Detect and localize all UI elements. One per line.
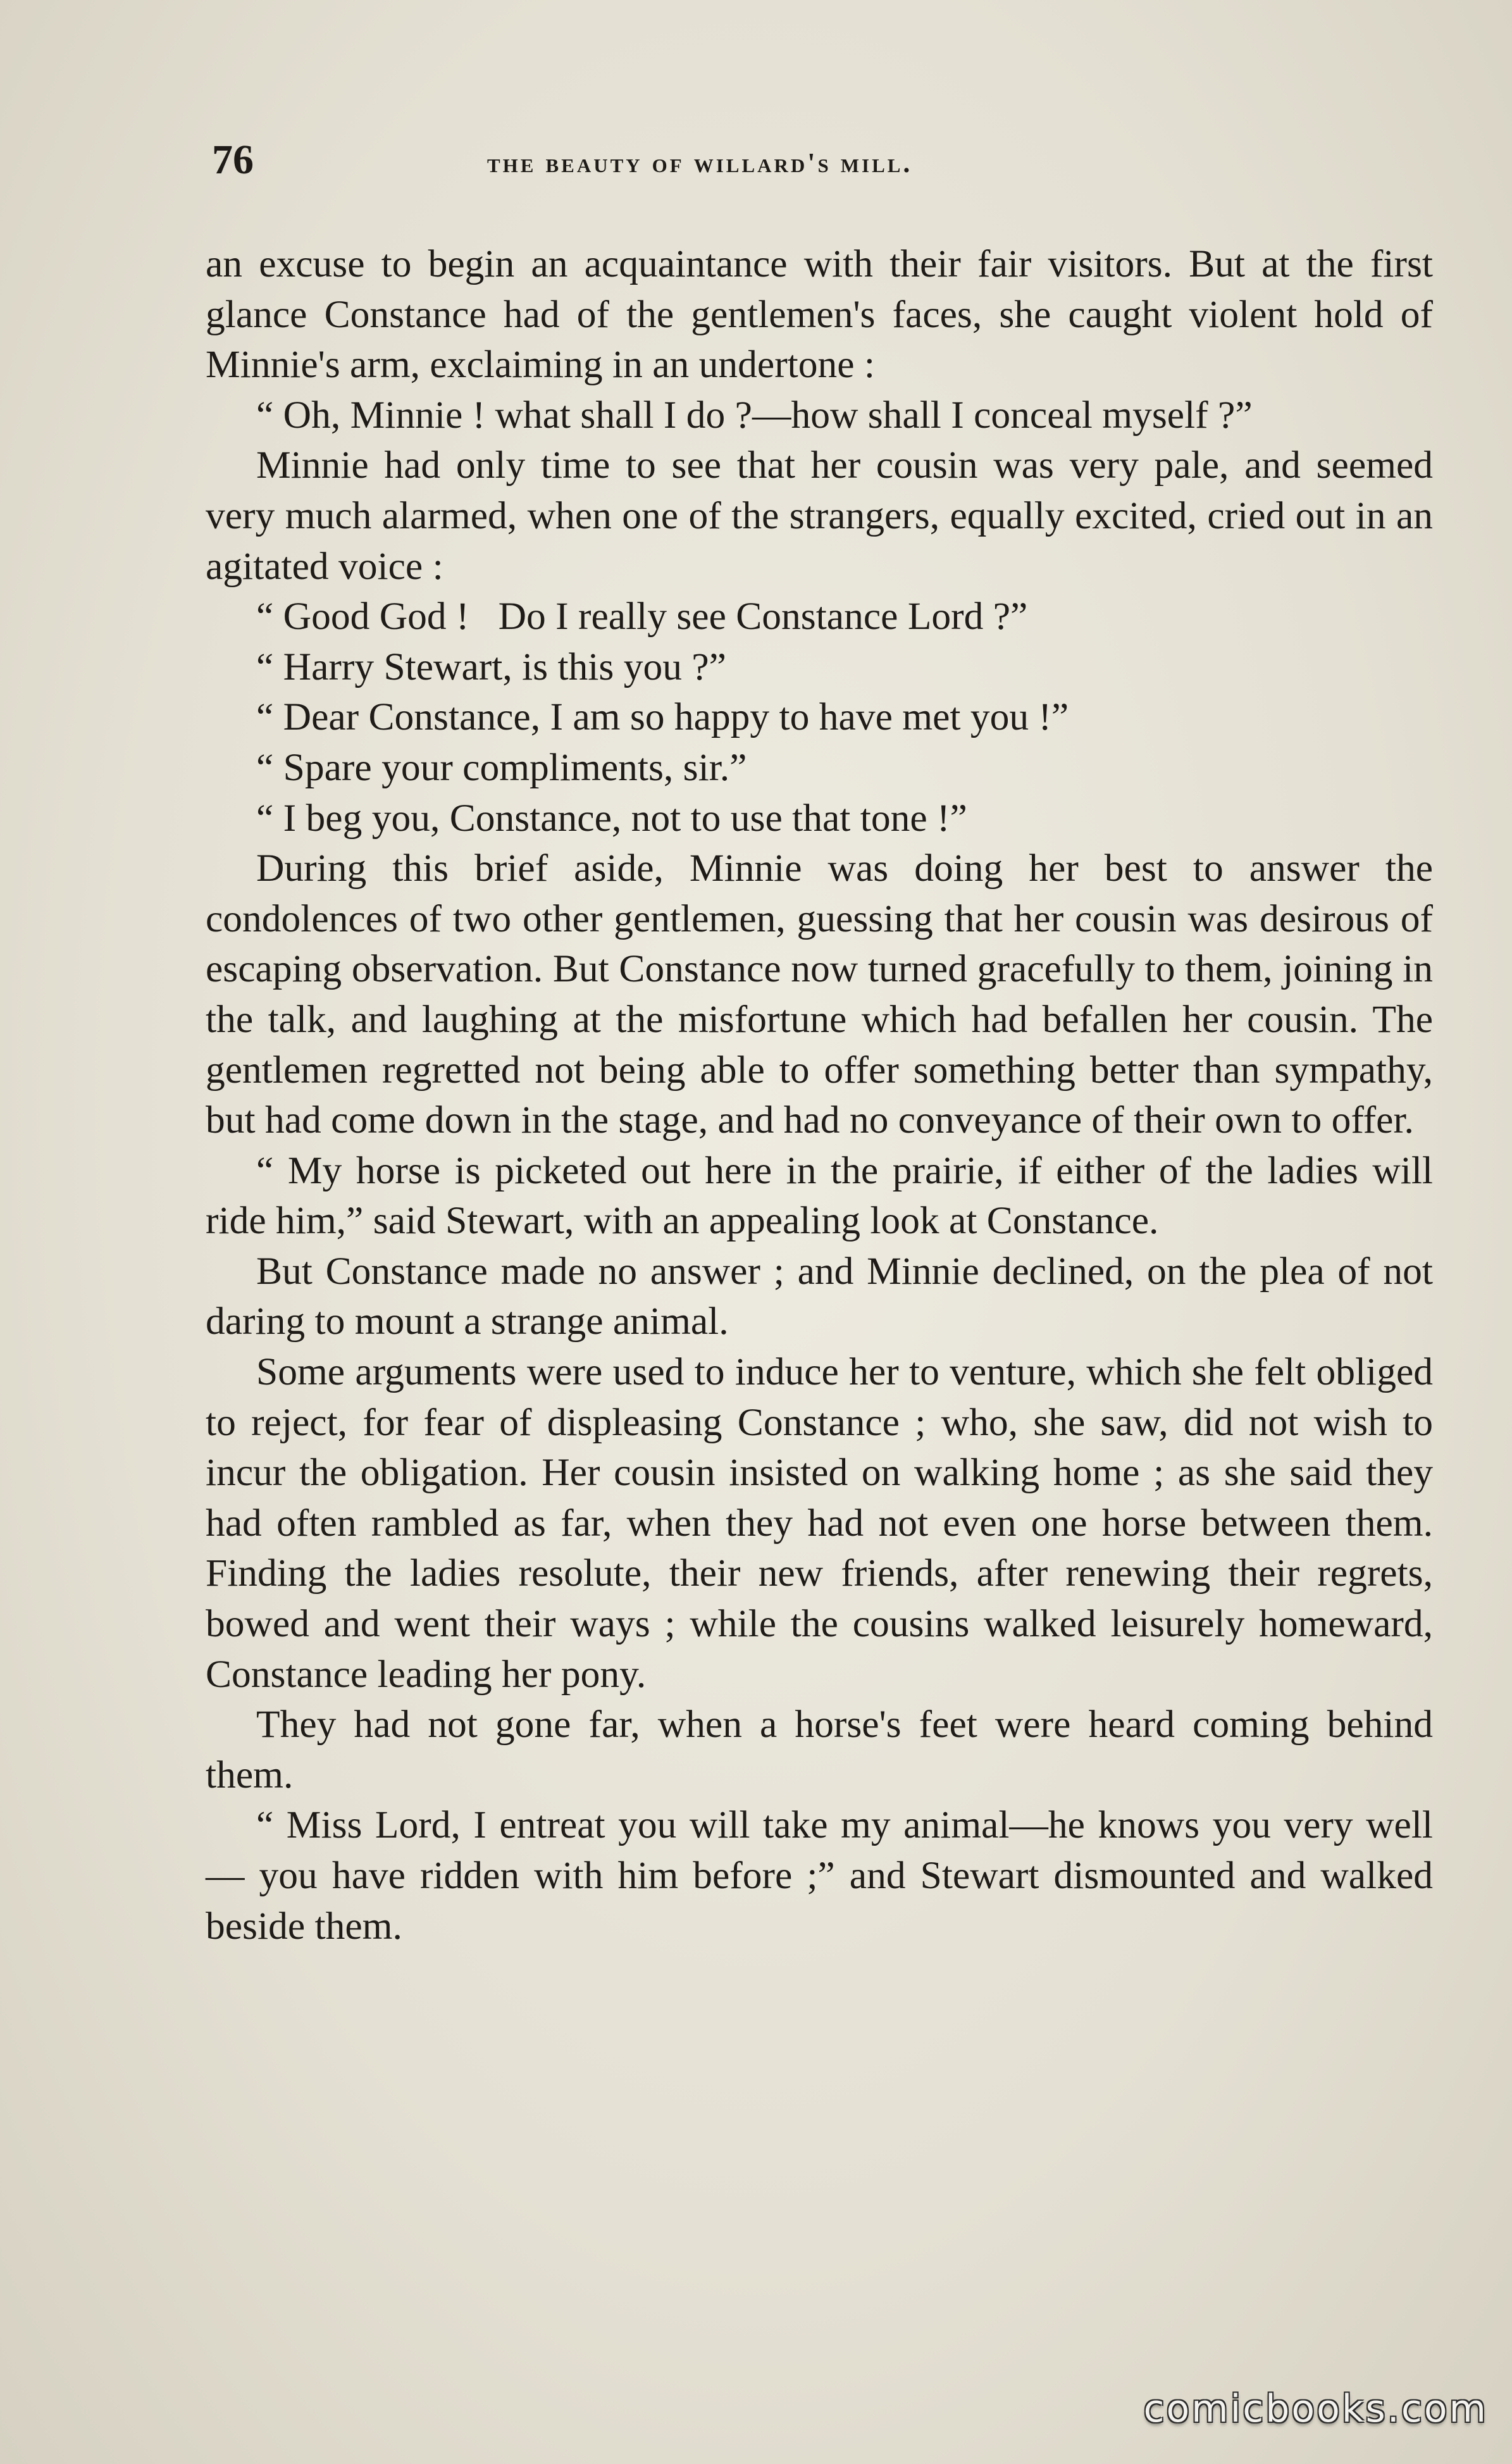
paragraph: Some arguments were used to induce her to venture, which she felt obliged to reject, for fear of displeasing Constance ; who, she saw, did not wish to incur the obligation. Her cousin insisted on walking home ; as she said they had often rambled as far, when they had not even one horse between them. Finding the ladies resolute, their new friends, after renewing their regrets, bowed and went their ways ; while the cousins walked leisurely homeward, Constance leading her pony. <box>206 1350 1433 1696</box>
paragraph: “ I beg you, Constance, not to use that tone !” <box>256 796 967 840</box>
paragraph: During this brief aside, Minnie was doing her best to answer the condolences of two other gentlemen, guessing that her cousin was desirous of escaping observation. But Constance now turned gracefully to them, joining in the talk, and laughing at the misfortune which had befallen her cousin. The gentlemen regretted not being able to offer something better than sympathy, but had come down in the stage, and had no conveyance of their own to offer. <box>206 847 1433 1142</box>
paragraph: “ My horse is picketed out here in the prairie, if either of the ladies will ride him,” said Stewart, with an appealing look at Constance. <box>206 1148 1433 1243</box>
paragraph: “ Dear Constance, I am so happy to have met you !” <box>256 695 1069 739</box>
paragraph: an excuse to begin an acquaintance with their fair visitors. But at the first glance Constance had of the gentlemen's faces, she caught violent hold of Minnie's arm, exclaiming in an undertone : <box>206 242 1433 387</box>
paragraph: But Constance made no answer ; and Minnie declined, on the plea of not daring to mount a strange animal. <box>206 1249 1433 1343</box>
paragraph: “ Spare your compliments, sir.” <box>256 745 747 789</box>
watermark-logo: comicbooks.com <box>1143 2387 1488 2431</box>
paragraph: “ Harry Stewart, is this you ?” <box>256 645 726 688</box>
paragraph: “ Good God ! Do I really see Constance Lord ?” <box>256 595 1028 638</box>
paragraph: They had not gone far, when a horse's feet were heard coming behind them. <box>206 1703 1433 1796</box>
page-number: 76 <box>212 137 254 183</box>
paragraph: “ Miss Lord, I entreat you will take my animal—he knows you very well — you have ridden with him before ;” and Stewart dismounted and walked beside them. <box>206 1803 1433 1948</box>
paragraph: “ Oh, Minnie ! what shall I do ?—how shall I conceal myself ?” <box>256 393 1253 437</box>
paragraph: Minnie had only time to see that her cousin was very pale, and seemed very much alarmed, when one of the strangers, equally excited, cried out in an agitated voice : <box>206 444 1433 588</box>
running-title: the beauty of willard's mill. <box>487 147 913 178</box>
body-text <box>206 239 1433 1951</box>
